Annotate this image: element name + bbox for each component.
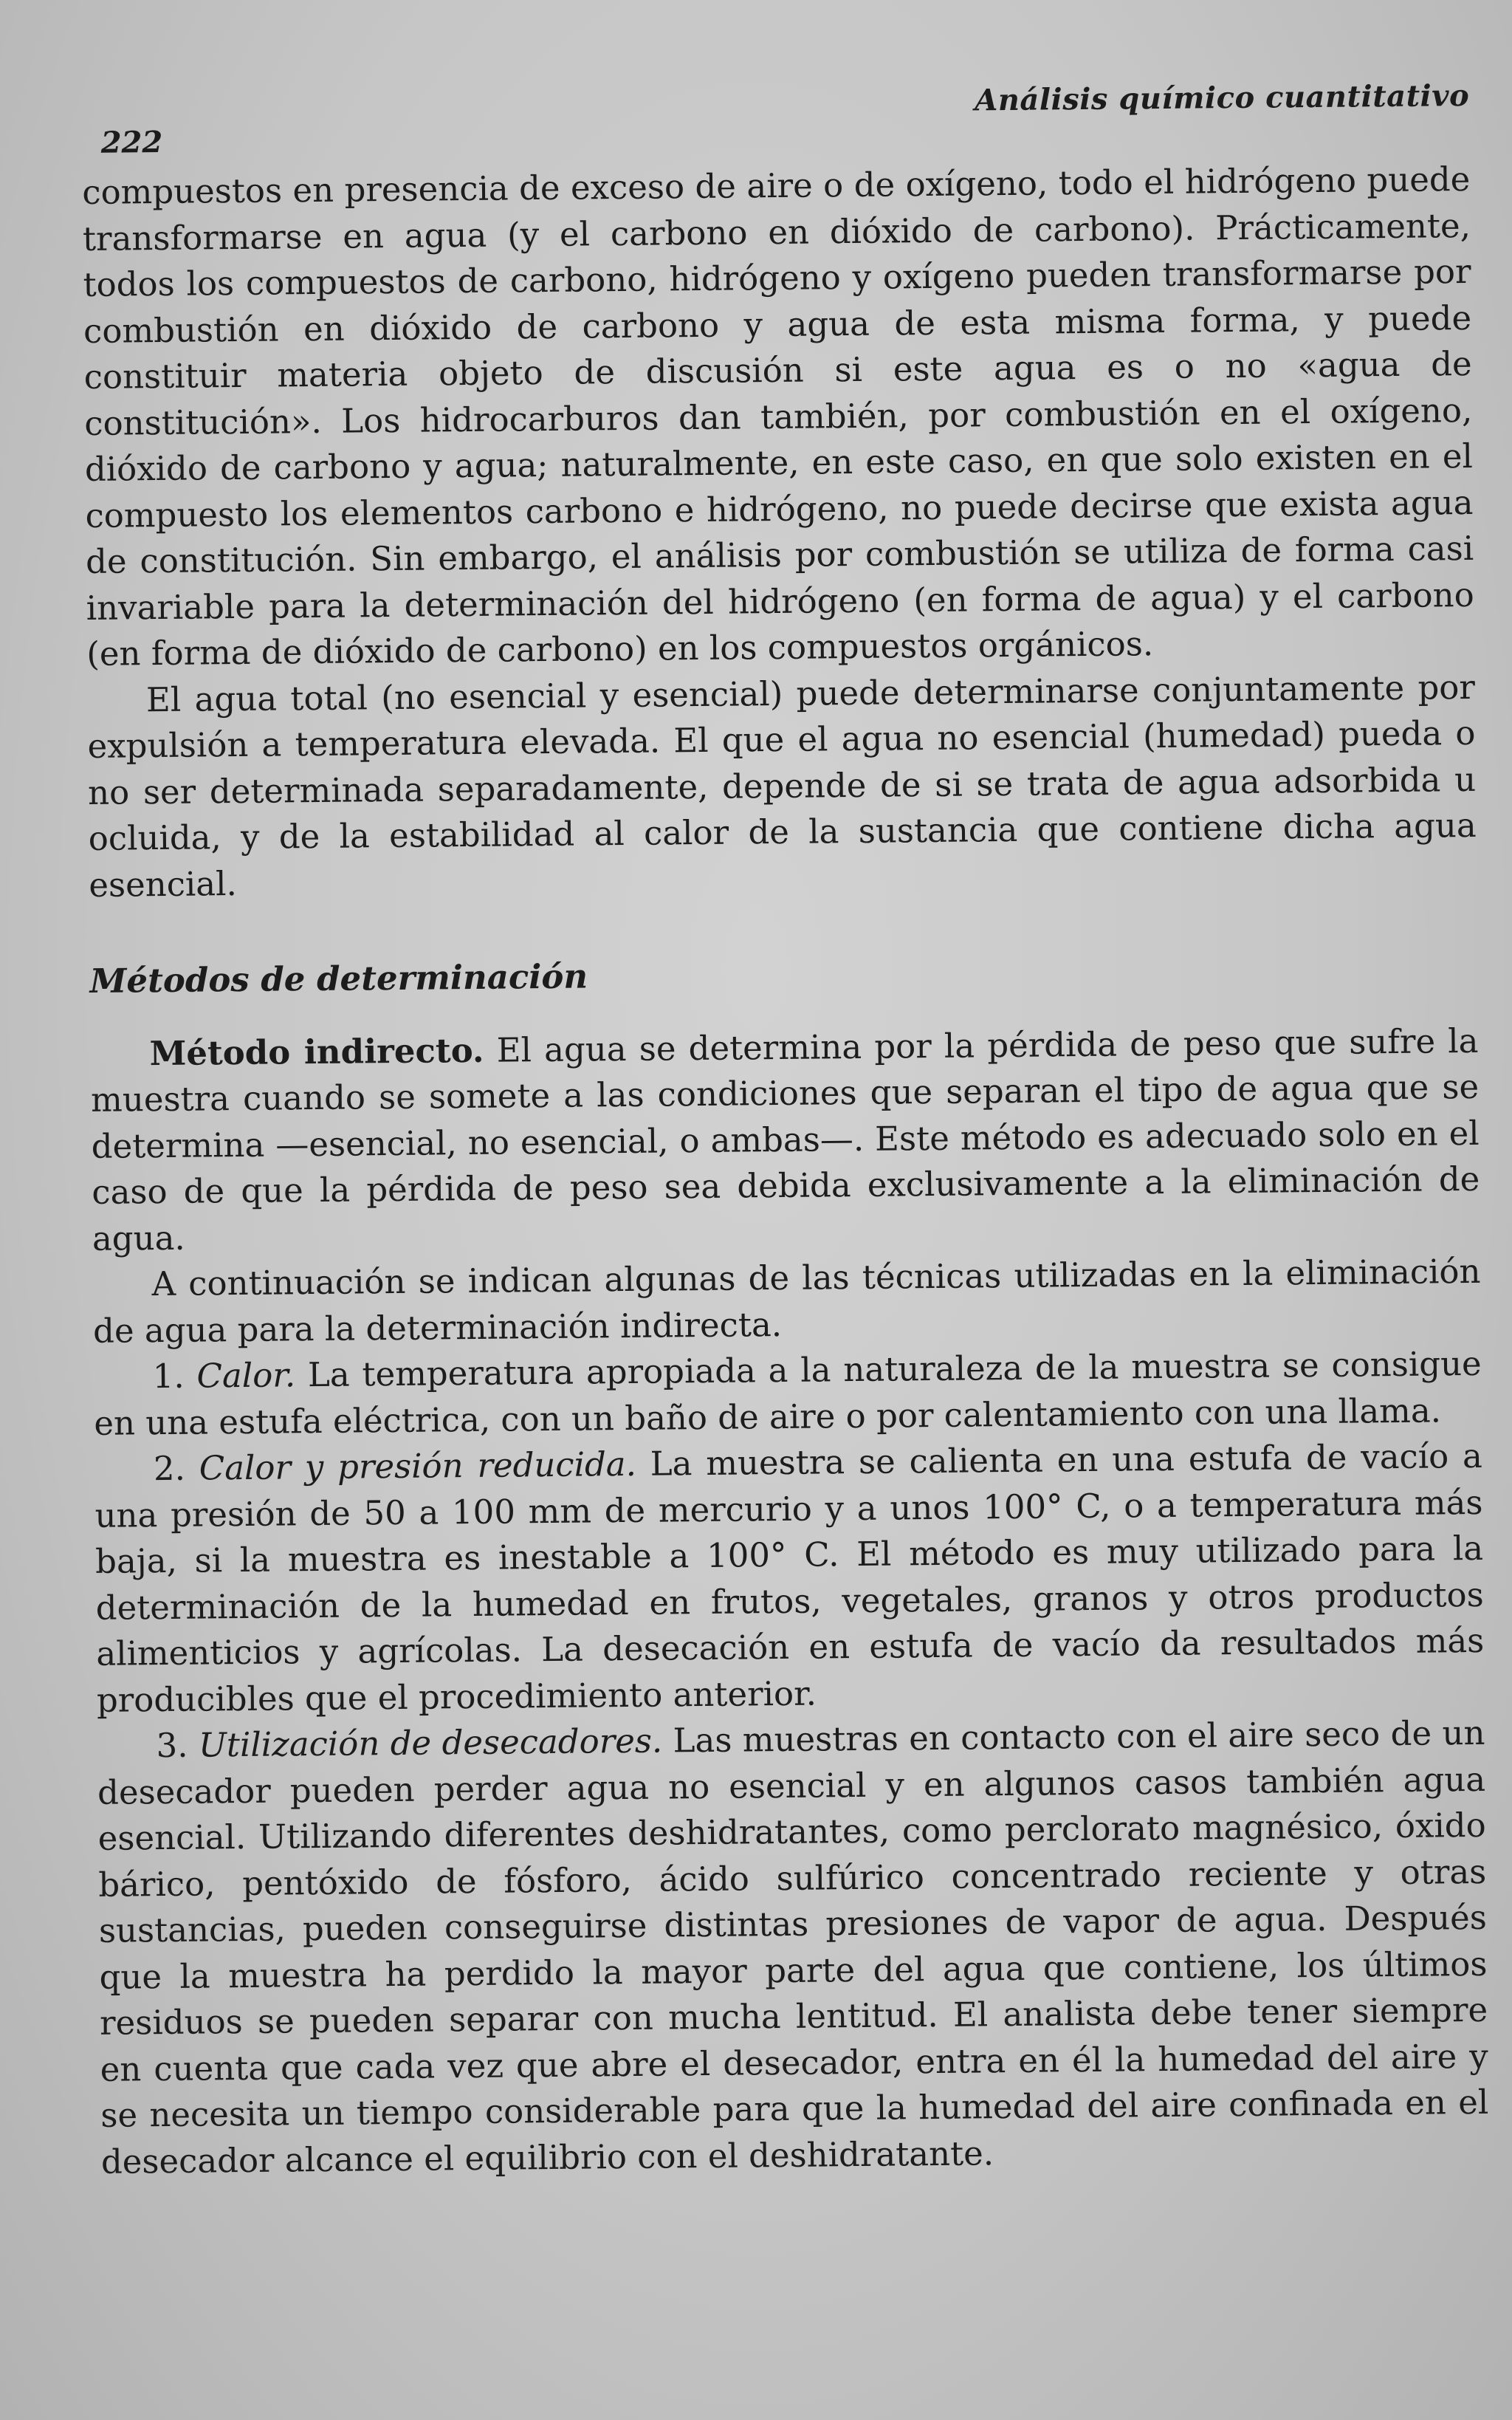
text-block bbox=[81, 75, 1489, 2185]
page-number: 222 bbox=[100, 124, 163, 160]
run-in-heading-indirect-method: Método indirecto. bbox=[149, 1030, 484, 1073]
paragraph-total-water: El agua total (no esencial y esencial) puede determinarse conjuntamente por expulsión a temperatura elevada. El que el agua no esencial (humedad) pueda o no ser determinada separadamente, depende de si se trata de agua adsorbida u ocluida, y de la estabilidad al calor de la sustancia que contiene dicha agua esencial. bbox=[87, 667, 1477, 905]
running-head: Análisis químico cuantitativo bbox=[975, 78, 1470, 118]
indirect-method-text: El agua se determina por la pérdida de peso que sufre la muestra cuando se somete a las condiciones que separan el tipo de agua que se determina —esencial, no esencial, o ambas—. Este método es adecuado solo en el caso de que la pérdida de peso sea debida exclusivamente a la eliminación de agua. bbox=[90, 1021, 1480, 1258]
paragraph-indirect-method bbox=[90, 1018, 1480, 1262]
list-item-heat bbox=[93, 1341, 1482, 1447]
paragraph-continuation: compuestos en presencia de exceso de aire o de oxígeno, todo el hidrógeno puede transformarse en agua (y el carbono en dióxido de carbono). Prácticamente, todos los compuestos de carbono, hidrógeno y oxígeno pueden transformarse por combustión en dióxido de carbono y agua de esta misma forma, y puede constituir materia objeto de discusión si este agua es o no «agua de constitución». Los hidrocarburos dan también, por combustión en el oxígeno, dióxido de carbono y agua; naturalmente, en este caso, en que solo existen en el compuesto los elementos carbono e hidrógeno, no puede decirse que exista agua de constitución. Sin embargo, el análisis por combustión se utiliza de forma casi invariable para la determinación del hidrógeno (en forma de agua) y el carbono (en forma de dióxido de carbono) en los compuestos orgánicos. bbox=[82, 159, 1474, 673]
item-number: 3. bbox=[156, 1725, 188, 1766]
page-header bbox=[81, 75, 1470, 170]
item-label: Calor. bbox=[196, 1355, 296, 1396]
item-text: La muestra se calienta en una estufa de vacío a una presión de 50 a 100 mm de mercurio y a unos 100° C, o a temperatura más baja, si la muestra es inestable a 100° C. El método es muy utilizado para la determinación de la humedad en frutos, vegetales, granos y otros productos alimenticios y agrícolas. La desecación en estufa de vacío da resultados más producibles que el procedimiento anterior. bbox=[94, 1436, 1485, 1720]
item-number: 1. bbox=[152, 1356, 185, 1396]
item-label: Utilización de desecadores. bbox=[198, 1721, 663, 1765]
item-number: 2. bbox=[153, 1448, 186, 1489]
item-text: Las muestras en contacto con el aire seco de un desecador pueden perder agua no esencial y en algunos casos también agua esencial. Utilizando diferentes deshidratantes, como perclorato magnésico, óxido bárico, pentóxido de fósforo, ácido sulfúrico concentrado reciente y otras sustancias, pueden conseguirse distintas presiones de vapor de agua. Después que la muestra ha perdido la mayor parte del agua que contiene, los últimos residuos se pueden separar con mucha lentitud. El analista debe tener siempre en cuenta que cada vez que abre el desecador, entra en él la humedad del aire y se necesita un tiempo considerable para que la humedad del aire confinada en el desecador alcance el equilibrio con el deshidratante. bbox=[97, 1713, 1489, 2181]
item-text: La temperatura apropiada a la naturaleza de la muestra se consigue en una estufa eléctrica, con un baño de aire o por calentamiento con una llama. bbox=[94, 1343, 1482, 1443]
item-label: Calor y presión reducida. bbox=[199, 1444, 637, 1488]
section-heading: Métodos de determinación bbox=[89, 956, 588, 1001]
paragraph-techniques-intro: A continuación se indican algunas de las técnicas utilizadas en la eliminación de agua para la determinación indirecta. bbox=[92, 1251, 1481, 1351]
list-item-heat-reduced-pressure bbox=[94, 1433, 1485, 1724]
list-item-desiccators bbox=[97, 1710, 1489, 2185]
